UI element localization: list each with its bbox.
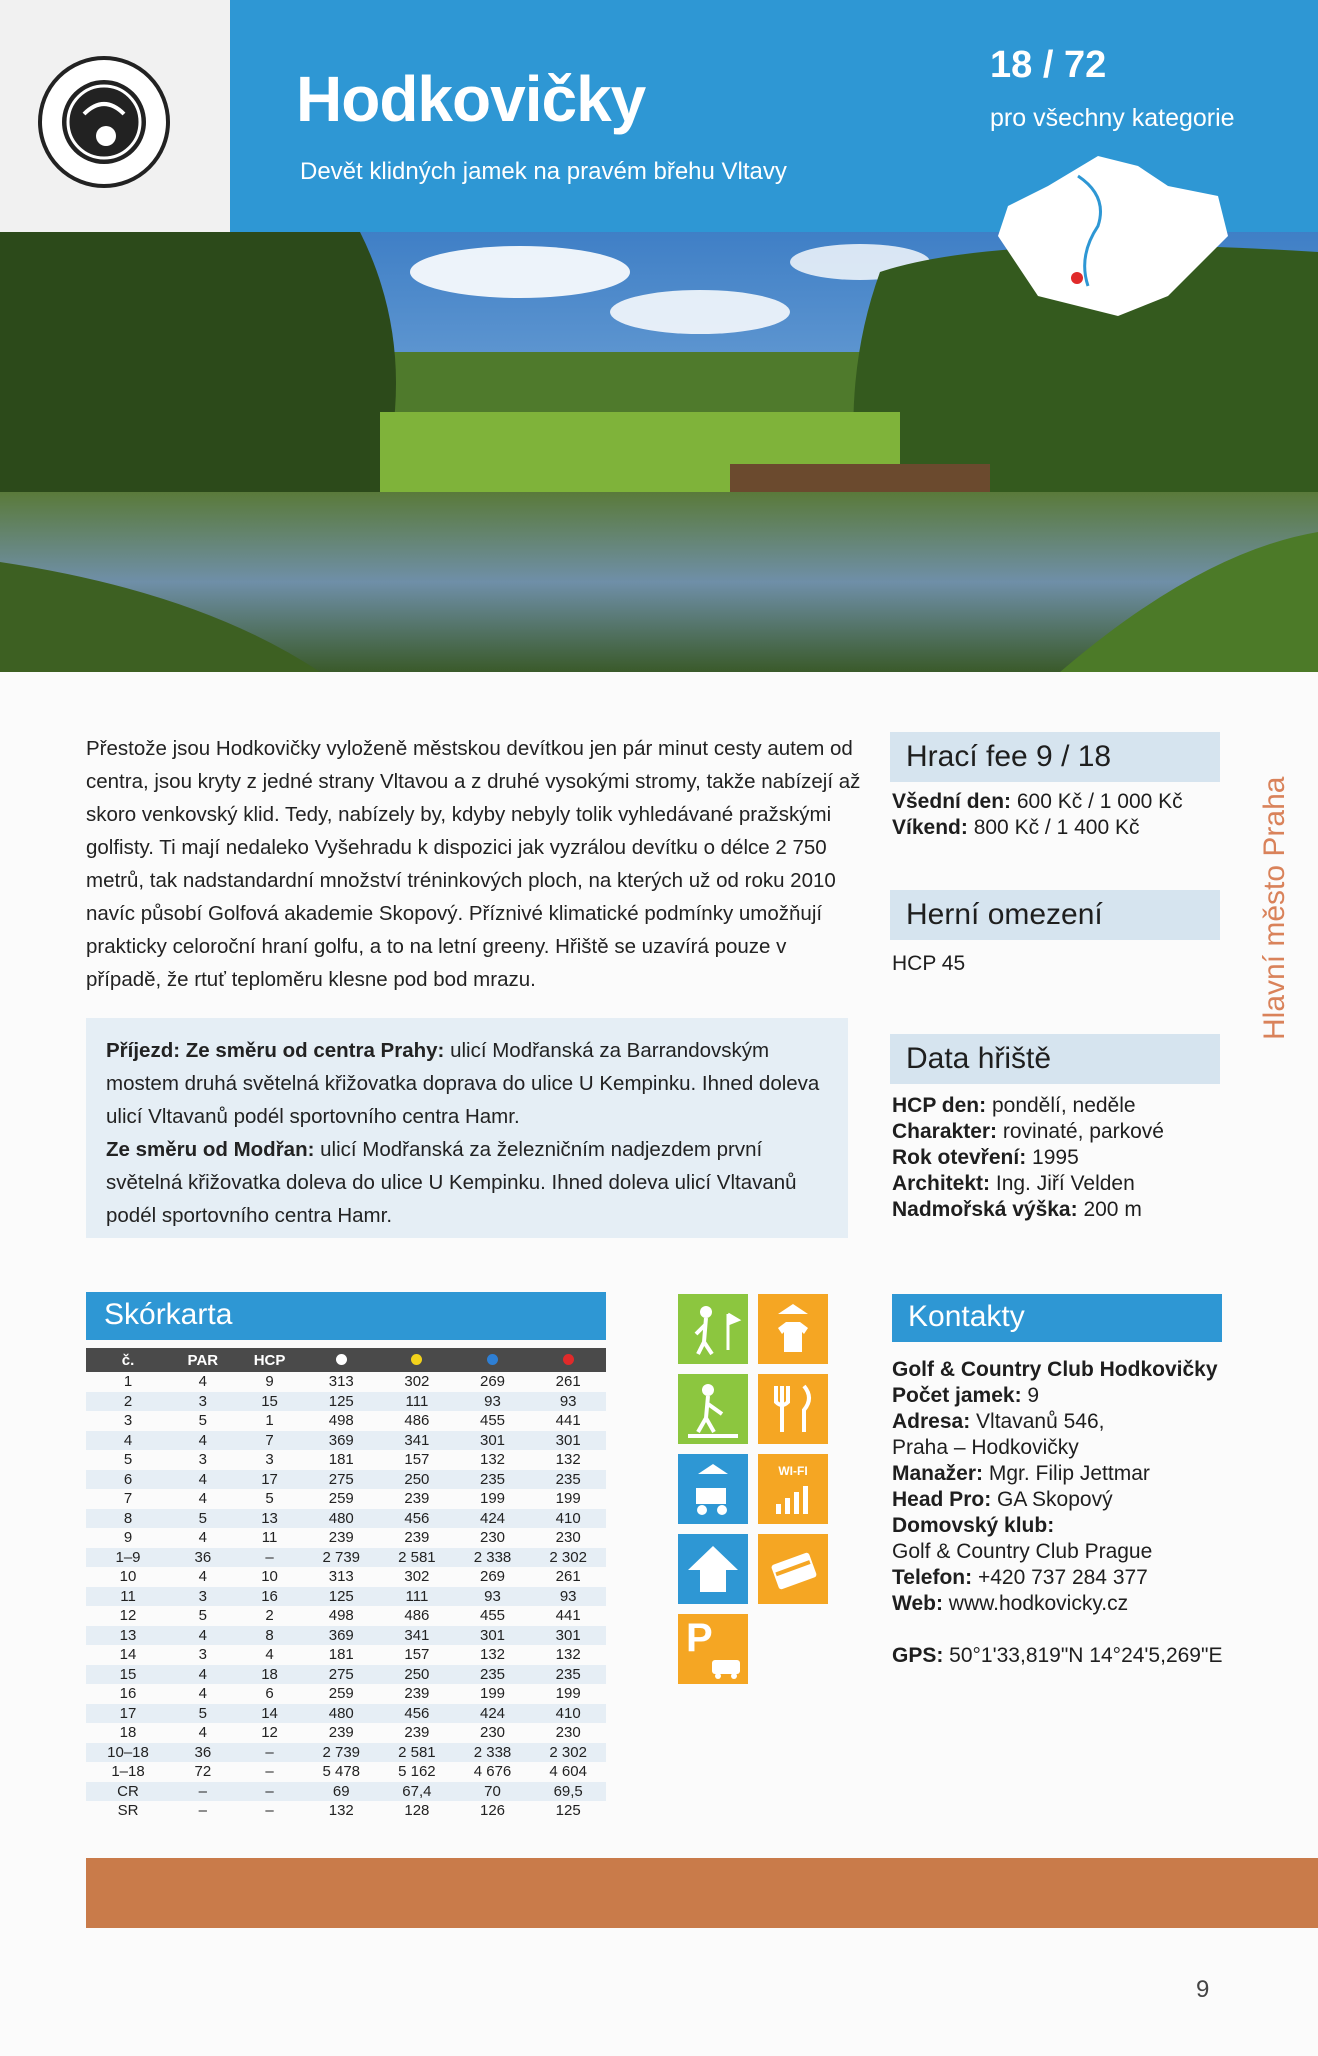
scorecard-cell: 5 xyxy=(265,1490,274,1508)
scorecard-cell: 6 xyxy=(86,1470,170,1490)
course-opened-label: Rok otevření: xyxy=(892,1146,1027,1169)
region-side-label-text: Hlavní město Praha xyxy=(1258,776,1291,1040)
scorecard-cell: 3 xyxy=(170,1587,236,1607)
scorecard-cell: 424 xyxy=(455,1509,531,1529)
scorecard-cell: 341 xyxy=(379,1626,455,1646)
scorecard-cell: 199 xyxy=(555,1490,581,1508)
course-data-header xyxy=(890,1034,1220,1084)
scorecard-cell: 480 xyxy=(303,1509,379,1529)
parking-label: P xyxy=(686,1616,713,1660)
scorecard-row xyxy=(86,1704,606,1724)
scorecard-cell: 14 xyxy=(119,1646,137,1664)
course-altitude xyxy=(892,1198,1142,1222)
scorecard-cell: 9 xyxy=(265,1373,274,1391)
scorecard-cell: 269 xyxy=(480,1568,506,1586)
wifi-label: WI-FI xyxy=(778,1464,808,1478)
scorecard-cell: 3 xyxy=(123,1412,133,1430)
scorecard-cell: 301 xyxy=(455,1431,531,1451)
course-hcp-day xyxy=(892,1094,1136,1118)
scorecard-cell: 456 xyxy=(379,1509,455,1529)
scorecard-cell: 6 xyxy=(265,1685,274,1703)
scorecard-cell: 301 xyxy=(530,1626,606,1646)
scorecard-cell: 36 xyxy=(170,1743,236,1763)
shirt-shop-icon xyxy=(758,1294,828,1364)
fee-title: Hrací fee 9 / 18 xyxy=(906,740,1112,773)
club-name xyxy=(892,1358,1218,1382)
scorecard-cell: 36 xyxy=(170,1548,236,1568)
contact-address-label: Adresa: xyxy=(892,1410,971,1433)
col-hcp: HCP xyxy=(236,1348,304,1372)
page-subtitle: Devět klidných jamek na pravém břehu Vltavy xyxy=(300,158,787,185)
contacts-title: Kontakty xyxy=(908,1300,1025,1333)
scorecard-cell: 5 478 xyxy=(322,1763,361,1781)
contact-homeclub-value: Golf & Country Club Prague xyxy=(892,1540,1153,1563)
scorecard-cell: 230 xyxy=(480,1529,506,1547)
scorecard-cell: 3 xyxy=(265,1451,274,1469)
scorecard-cell: 17 xyxy=(86,1704,170,1724)
fee-header xyxy=(890,732,1220,782)
contact-manager xyxy=(892,1462,1150,1486)
scorecard-cell: 132 xyxy=(555,1451,581,1469)
club-logo-icon xyxy=(36,54,172,190)
scorecard-cell: 2 581 xyxy=(379,1743,455,1763)
scorecard-cell: 70 xyxy=(455,1782,531,1802)
course-altitude-label: Nadmořská výška: xyxy=(892,1198,1078,1221)
course-architect-value: Ing. Jiří Velden xyxy=(990,1172,1135,1195)
scorecard-cell: 8 xyxy=(236,1626,304,1646)
scorecard-cell: 128 xyxy=(404,1802,430,1820)
scorecard-cell: 93 xyxy=(530,1392,606,1412)
scorecard-cell: 313 xyxy=(328,1568,354,1586)
scorecard-cell: 410 xyxy=(530,1704,606,1724)
scorecard-cell: 93 xyxy=(530,1587,606,1607)
course-character xyxy=(892,1120,1164,1144)
scorecard-cell: 250 xyxy=(379,1470,455,1490)
scorecard-cell: CR xyxy=(86,1782,170,1802)
scorecard-cell: 3 xyxy=(170,1392,236,1412)
scorecard-cell: 313 xyxy=(328,1373,354,1391)
directions-label: Příjezd: xyxy=(106,1039,181,1062)
scorecard-cell: 4 xyxy=(198,1529,207,1547)
scorecard-cell: 2 739 xyxy=(303,1743,379,1763)
golf-flag-icon xyxy=(678,1294,748,1364)
limits-value: HCP 45 xyxy=(892,952,966,975)
scorecard-cell: 5 xyxy=(198,1607,207,1625)
scorecard-cell: 93 xyxy=(455,1587,531,1607)
scorecard-cell: 486 xyxy=(404,1607,430,1625)
scorecard-cell: 4 xyxy=(170,1626,236,1646)
course-architect xyxy=(892,1172,1135,1196)
wifi-icon xyxy=(758,1454,828,1524)
scorecard-cell: 125 xyxy=(303,1587,379,1607)
contacts-header xyxy=(892,1294,1222,1342)
scorecard-cell: 12 xyxy=(119,1607,137,1625)
scorecard-cell: 455 xyxy=(480,1412,506,1430)
scorecard-cell: 441 xyxy=(555,1412,581,1430)
scorecard-cell: 3 xyxy=(198,1646,207,1664)
scorecard-cell: – xyxy=(265,1802,274,1820)
scorecard-cell: 424 xyxy=(455,1704,531,1724)
scorecard-cell: SR xyxy=(117,1802,139,1820)
scorecard-row xyxy=(86,1470,606,1490)
fee-weekend-value: 800 Kč / 1 400 Kč xyxy=(967,816,1140,839)
scorecard-cell: 125 xyxy=(555,1802,581,1820)
scorecard-row xyxy=(86,1801,606,1821)
scorecard-table xyxy=(86,1348,606,1821)
scorecard-row xyxy=(86,1509,606,1529)
contact-gps xyxy=(892,1644,1222,1668)
scorecard-cell: 1–18 xyxy=(111,1763,145,1781)
contact-homeclub-label-text: Domovský klub: xyxy=(892,1514,1055,1537)
limits-title: Herní omezení xyxy=(906,898,1103,931)
ranking-category: pro všechny kategorie xyxy=(990,104,1235,132)
scorecard-cell: 111 xyxy=(379,1392,455,1412)
course-data-title: Data hřiště xyxy=(906,1042,1052,1075)
contact-phone-value[interactable]: +420 737 284 377 xyxy=(972,1566,1148,1589)
contact-holes-label: Počet jamek: xyxy=(892,1384,1022,1407)
scorecard-cell: 239 xyxy=(404,1685,430,1703)
scorecard-cell: 1 xyxy=(123,1373,133,1391)
scorecard-cell: 4 xyxy=(198,1685,207,1703)
page-title: Hodkovičky xyxy=(296,63,646,135)
scorecard-cell: 261 xyxy=(555,1373,581,1391)
scorecard-row xyxy=(86,1723,606,1743)
contact-gps-label: GPS: xyxy=(892,1644,944,1667)
scorecard-cell: 1–9 xyxy=(86,1548,170,1568)
scorecard-cell: 4 xyxy=(170,1431,236,1451)
scorecard-cell: 181 xyxy=(328,1451,354,1469)
scorecard-cell: 259 xyxy=(328,1685,354,1703)
fee-weekday xyxy=(892,790,1183,814)
scorecard-cell: 259 xyxy=(328,1490,354,1508)
scorecard-row xyxy=(86,1489,606,1509)
scorecard-cell: 93 xyxy=(455,1392,531,1412)
scorecard-cell: 14 xyxy=(236,1704,304,1724)
scorecard-cell: 13 xyxy=(236,1509,304,1529)
scorecard-cell: 67,4 xyxy=(379,1782,455,1802)
scorecard-cell: 4 xyxy=(198,1373,207,1391)
scorecard-cell: 341 xyxy=(379,1431,455,1451)
scorecard-cell: 3 xyxy=(198,1451,207,1469)
scorecard-cell: 12 xyxy=(261,1724,278,1742)
contact-web-label: Web: xyxy=(892,1592,943,1615)
scorecard-cell: 5 xyxy=(123,1451,133,1469)
scorecard-header-row xyxy=(86,1348,606,1372)
scorecard-cell: 235 xyxy=(530,1470,606,1490)
scorecard-cell: 17 xyxy=(236,1470,304,1490)
scorecard-cell: 72 xyxy=(194,1763,212,1781)
scorecard-row xyxy=(86,1743,606,1763)
course-altitude-value: 200 m xyxy=(1077,1198,1142,1221)
scorecard-title: Skórkarta xyxy=(104,1298,233,1331)
blue-tee-dot xyxy=(487,1354,498,1365)
scorecard-cell: 125 xyxy=(303,1392,379,1412)
scorecard-cell: 275 xyxy=(303,1470,379,1490)
scorecard-cell: 13 xyxy=(86,1626,170,1646)
scorecard-cell: 9 xyxy=(123,1529,133,1547)
scorecard-cell: 15 xyxy=(236,1392,304,1412)
intro-text: Přestože jsou Hodkovičky vyloženě městskou devítkou jen pár minut cesty autem od centra, jsou kryty z jedné strany Vltavou a z druhé vysokými stromy, takže nabízejí až skoro venkovský klid. Tedy, nabízely by, kdyby nebyly tolik vyhledávané pražskými golfisty. Ti mají nedaleko Vyšehradu k dispozici jak vyzrálou devítku o délce 2 750 metrů, tak nadstandardní množství tréninkových ploch, na kterých už od roku 2010 navíc působí Golfová akademie Skopový. Příznivé klimatické podmínky umožňují prakticky celoroční hraní golfu, a to na letní greeny. Hřiště se uzavírá pouze v případě, že rtuť teploměru klesne pod bod mrazu. xyxy=(86,737,861,991)
scorecard-cell: 369 xyxy=(303,1431,379,1451)
col-hole: č. xyxy=(86,1348,170,1372)
scorecard-cell: 18 xyxy=(236,1665,304,1685)
directions-from-center-label: Ze směru od centra Prahy: xyxy=(185,1039,445,1062)
scorecard-cell: 199 xyxy=(480,1685,506,1703)
scorecard-row xyxy=(86,1567,606,1587)
scorecard-cell: 132 xyxy=(480,1451,506,1469)
scorecard-cell: 4 xyxy=(86,1431,170,1451)
scorecard-cell: 181 xyxy=(328,1646,354,1664)
scorecard-cell: 235 xyxy=(455,1665,531,1685)
course-character-label: Charakter: xyxy=(892,1120,998,1143)
fee-weekend xyxy=(892,816,1139,840)
scorecard-cell: 16 xyxy=(236,1587,304,1607)
cart-rental-icon xyxy=(678,1454,748,1524)
scorecard-cell: 4 xyxy=(198,1724,207,1742)
scorecard-cell: 4 xyxy=(170,1665,236,1685)
scorecard-cell: 157 xyxy=(404,1451,430,1469)
scorecard-row xyxy=(86,1626,606,1646)
fee-weekend-label: Víkend: xyxy=(892,816,968,839)
scorecard-row xyxy=(86,1665,606,1685)
scorecard-row xyxy=(86,1606,606,1626)
scorecard-row xyxy=(86,1431,606,1451)
club-name-text: Golf & Country Club Hodkovičky xyxy=(892,1358,1218,1381)
contact-gps-value: 50°1'33,819"N 14°24'5,269"E xyxy=(943,1644,1223,1667)
driving-range-icon xyxy=(678,1374,748,1444)
scorecard-cell: 10 xyxy=(119,1568,137,1586)
scorecard-cell: 230 xyxy=(555,1529,581,1547)
scorecard-cell: 2 302 xyxy=(530,1743,606,1763)
scorecard-cell: 11 xyxy=(261,1529,278,1547)
scorecard-row xyxy=(86,1782,606,1802)
scorecard-cell: 5 xyxy=(170,1704,236,1724)
ranking: 18 / 72 xyxy=(990,44,1107,86)
scorecard-cell: 301 xyxy=(530,1431,606,1451)
white-tee-dot xyxy=(336,1354,347,1365)
scorecard-cell: 2 338 xyxy=(455,1548,531,1568)
contact-web-link[interactable]: www.hodkovicky.cz xyxy=(942,1592,1129,1615)
scorecard-cell: 157 xyxy=(404,1646,430,1664)
fee-weekday-label: Všední den: xyxy=(892,790,1012,813)
scorecard-row xyxy=(86,1645,606,1665)
scorecard-header xyxy=(86,1292,606,1340)
scorecard-row xyxy=(86,1684,606,1704)
scorecard-cell: 2 581 xyxy=(379,1548,455,1568)
scorecard-cell: 5 xyxy=(170,1509,236,1529)
scorecard-cell: 15 xyxy=(86,1665,170,1685)
scorecard-cell: 275 xyxy=(303,1665,379,1685)
directions-from-modrany-label: Ze směru od Modřan: xyxy=(106,1138,315,1161)
scorecard-cell: – xyxy=(236,1782,304,1802)
scorecard-cell: 250 xyxy=(379,1665,455,1685)
scorecard-cell: 2 xyxy=(265,1607,274,1625)
scorecard-cell: 239 xyxy=(328,1724,354,1742)
directions-from-center: ulicí Modřanská za Barrandovským mostem druhá světelná křižovatka doprava do ulice U Kempinku. Ihned doleva ulicí Vltavanů podél sportovního centra Hamr. xyxy=(106,1039,820,1128)
scorecard-cell: 4 xyxy=(198,1568,207,1586)
scorecard-row xyxy=(86,1762,606,1782)
scorecard-cell: 7 xyxy=(123,1490,133,1508)
scorecard-cell: – xyxy=(236,1743,304,1763)
scorecard-cell: 69 xyxy=(303,1782,379,1802)
scorecard-cell: 4 676 xyxy=(473,1763,512,1781)
col-par: PAR xyxy=(170,1348,236,1372)
scorecard-cell: 4 xyxy=(265,1646,274,1664)
scorecard-cell: 16 xyxy=(119,1685,137,1703)
scorecard-cell: – xyxy=(236,1548,304,1568)
scorecard-cell: 2 302 xyxy=(530,1548,606,1568)
scorecard-cell: 5 162 xyxy=(398,1763,436,1781)
contact-manager-label: Manažer: xyxy=(892,1462,984,1485)
scorecard-cell: 261 xyxy=(555,1568,581,1586)
scorecard-cell: 230 xyxy=(555,1724,581,1742)
col-white-tee xyxy=(303,1348,379,1372)
scorecard-cell: 132 xyxy=(555,1646,581,1664)
col-blue-tee xyxy=(455,1348,531,1372)
scorecard-row xyxy=(86,1587,606,1607)
scorecard-cell: 486 xyxy=(404,1412,430,1430)
contact-address xyxy=(892,1410,1104,1434)
parking-icon xyxy=(678,1614,748,1684)
course-character-value: rovinaté, parkové xyxy=(997,1120,1164,1143)
scorecard-cell: 10–18 xyxy=(86,1743,170,1763)
house-icon xyxy=(678,1534,748,1604)
scorecard-cell: 2 338 xyxy=(455,1743,531,1763)
scorecard-cell: 18 xyxy=(119,1724,137,1742)
scorecard-cell: 132 xyxy=(328,1802,354,1820)
scorecard-cell: 2 xyxy=(86,1392,170,1412)
scorecard-cell: 4 xyxy=(170,1470,236,1490)
contact-manager-value: Mgr. Filip Jettmar xyxy=(983,1462,1150,1485)
scorecard-cell: 7 xyxy=(236,1431,304,1451)
scorecard-cell: 455 xyxy=(480,1607,506,1625)
scorecard-row xyxy=(86,1450,606,1470)
scorecard-cell: 4 xyxy=(198,1490,207,1508)
scorecard-cell: 239 xyxy=(404,1490,430,1508)
footer-band xyxy=(86,1858,1318,1928)
scorecard-cell: 301 xyxy=(455,1626,531,1646)
restaurant-icon xyxy=(758,1374,828,1444)
scorecard-cell: 302 xyxy=(404,1568,430,1586)
scorecard-cell: 456 xyxy=(379,1704,455,1724)
scorecard-cell: 126 xyxy=(480,1802,506,1820)
scorecard-row xyxy=(86,1528,606,1548)
contact-headpro-label: Head Pro: xyxy=(892,1488,992,1511)
scorecard-cell: 235 xyxy=(455,1470,531,1490)
contact-homeclub-label xyxy=(892,1514,1054,1538)
scorecard-cell: 498 xyxy=(328,1607,354,1625)
contact-headpro-value: GA Skopový xyxy=(991,1488,1113,1511)
directions-from-modrany: ulicí Modřanská za železničním nadjezdem první světelná křižovatka doleva do ulice U Kempinku. Ihned doleva ulicí Vltavanů podél sportovního centra Hamr. xyxy=(106,1138,797,1227)
scorecard-cell: 239 xyxy=(404,1529,430,1547)
red-tee-dot xyxy=(563,1354,574,1365)
scorecard-cell: 199 xyxy=(480,1490,506,1508)
scorecard-cell: 10 xyxy=(261,1568,278,1586)
contact-address-line2: Praha – Hodkovičky xyxy=(892,1436,1079,1459)
yellow-tee-dot xyxy=(411,1354,422,1365)
scorecard-cell: 498 xyxy=(328,1412,354,1430)
course-architect-label: Architekt: xyxy=(892,1172,991,1195)
course-hcp-day-value: pondělí, neděle xyxy=(986,1094,1136,1117)
contact-address-line1: Vltavanů 546, xyxy=(970,1410,1105,1433)
scorecard-cell: 239 xyxy=(404,1724,430,1742)
scorecard-cell: 111 xyxy=(379,1587,455,1607)
contact-phone[interactable] xyxy=(892,1566,1148,1590)
course-hcp-day-label: HCP den: xyxy=(892,1094,987,1117)
scorecard-cell: 69,5 xyxy=(530,1782,606,1802)
scorecard-cell: 269 xyxy=(480,1373,506,1391)
scorecard-cell: – xyxy=(198,1802,207,1820)
directions-text xyxy=(106,1034,836,1232)
region-map-icon xyxy=(988,146,1238,336)
contact-web[interactable] xyxy=(892,1592,1128,1616)
limits-header xyxy=(890,890,1220,940)
scorecard-cell: 132 xyxy=(480,1646,506,1664)
contact-holes xyxy=(892,1384,1039,1408)
scorecard-cell: 5 xyxy=(198,1412,207,1430)
scorecard-cell: 239 xyxy=(328,1529,354,1547)
scorecard-row xyxy=(86,1372,606,1392)
scorecard-row xyxy=(86,1392,606,1412)
scorecard-cell: 441 xyxy=(555,1607,581,1625)
scorecard-cell: 1 xyxy=(265,1412,274,1430)
col-yellow-tee xyxy=(379,1348,455,1372)
scorecard-cell: 8 xyxy=(86,1509,170,1529)
course-opened xyxy=(892,1146,1079,1170)
scorecard-cell: 410 xyxy=(530,1509,606,1529)
scorecard-cell: 230 xyxy=(480,1724,506,1742)
page-number: 9 xyxy=(1196,1976,1210,2003)
course-opened-value: 1995 xyxy=(1026,1146,1079,1169)
scorecard-cell: – xyxy=(170,1782,236,1802)
scorecard-cell: 369 xyxy=(303,1626,379,1646)
scorecard-row xyxy=(86,1548,606,1568)
scorecard-row xyxy=(86,1411,606,1431)
contact-headpro xyxy=(892,1488,1113,1512)
scorecard-cell: 11 xyxy=(86,1587,170,1607)
scorecard-cell: 2 739 xyxy=(303,1548,379,1568)
col-red-tee xyxy=(530,1348,606,1372)
region-side-label xyxy=(1244,700,1304,1040)
contact-holes-value: 9 xyxy=(1021,1384,1040,1407)
scorecard-cell: 235 xyxy=(530,1665,606,1685)
fee-weekday-value: 600 Kč / 1 000 Kč xyxy=(1011,790,1183,813)
contact-phone-label: Telefon: xyxy=(892,1566,973,1589)
scorecard-cell: – xyxy=(265,1763,274,1781)
scorecard-cell: 4 604 xyxy=(549,1763,587,1781)
scorecard-cell: 199 xyxy=(555,1685,581,1703)
scorecard-cell: 302 xyxy=(404,1373,430,1391)
scorecard-cell: 480 xyxy=(303,1704,379,1724)
card-payment-icon xyxy=(758,1534,828,1604)
